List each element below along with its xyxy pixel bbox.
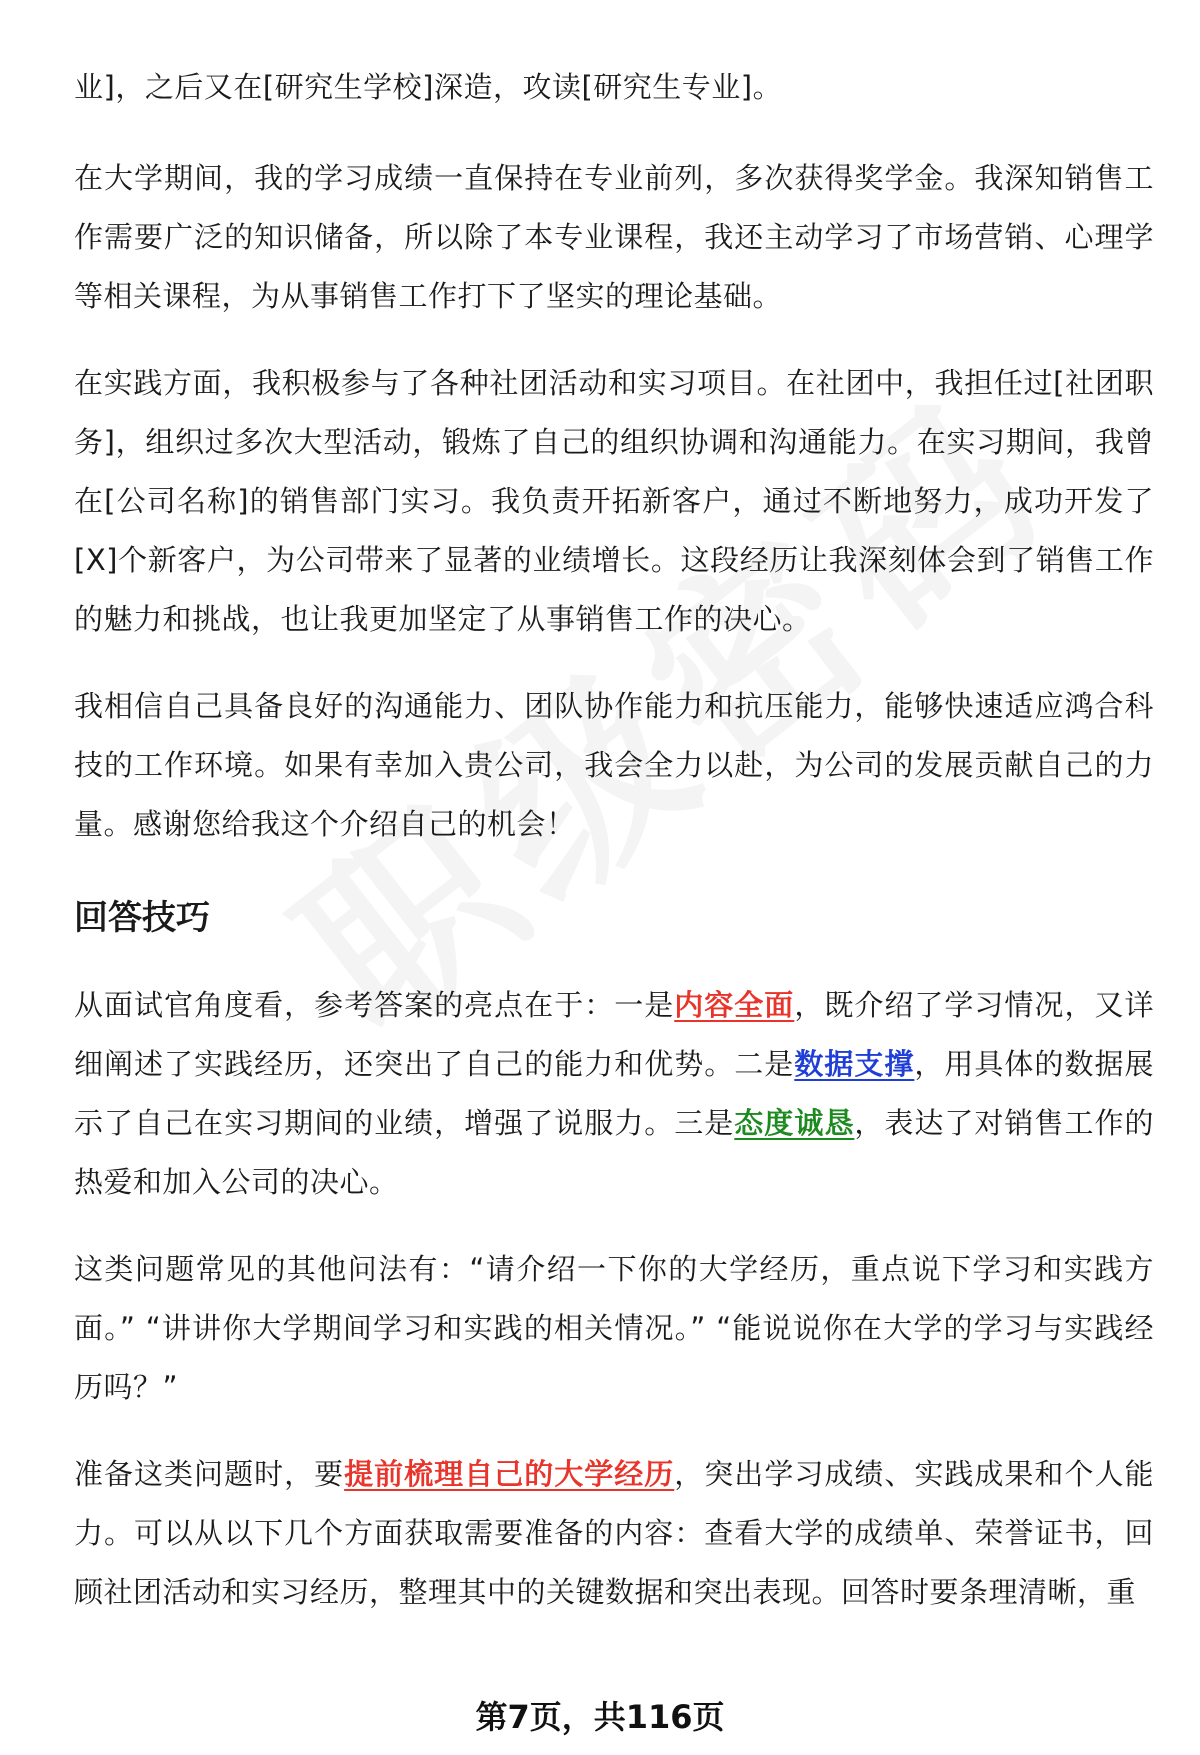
paragraph-5 [74, 976, 1154, 1212]
text-run: 从面试官角度看，参考答案的亮点在于：一是 [74, 988, 675, 1022]
highlight-review-experience: 提前梳理自己的大学经历 [344, 1457, 675, 1491]
highlight-content-complete: 内容全面 [674, 988, 795, 1022]
paragraph-4: 我相信自己具备良好的沟通能力、团队协作能力和抗压能力，能够快速适应鸿合科技的工作环境。如果有幸加入贵公司，我会全力以赴，为公司的发展贡献自己的力量。感谢您给我这个介绍自己的机会！ [74, 689, 1154, 841]
paragraph-3: 在实践方面，我积极参与了各种社团活动和实习项目。在社团中，我担任过[社团职务]，组织过多次大型活动，锻炼了自己的组织协调和沟通能力。在实习期间，我曾在[公司名称]的销售部门实习。我负责开拓新客户，通过不断地努力，成功开发了[X]个新客户，为公司带来了显著的业绩增长。这段经历让我深刻体会到了销售工作的魅力和挑战，也让我更加坚定了从事销售工作的决心。 [74, 366, 1154, 636]
highlight-data-support: 数据支撑 [794, 1047, 915, 1081]
text-run: ，既介绍了学习情况，又详细阐述了实践经历，还突出了自己的能力和优势。二是 [74, 988, 1154, 1081]
text-run: ，用具体的数据展示了自己在实习期间的业绩，增强了说服力。三是 [74, 1047, 1154, 1140]
paragraph-2: 在大学期间，我的学习成绩一直保持在专业前列，多次获得奖学金。我深知销售工作需要广泛的知识储备，所以除了本专业课程，我还主动学习了市场营销、心理学等相关课程，为从事销售工作打下了坚实的理论基础。 [74, 161, 1154, 313]
document-body [74, 58, 1154, 1650]
paragraph-6: 这类问题常见的其他问法有：“请介绍一下你的大学经历，重点说下学习和实践方面。” “讲讲你大学期间学习和实践的相关情况。” “能说说你在大学的学习与实践经历吗？” [74, 1252, 1154, 1404]
text-run: 准备这类问题时，要 [74, 1457, 345, 1491]
paragraph-7 [74, 1445, 1154, 1622]
page-number: 第7页，共116页 [475, 1698, 725, 1736]
section-heading: 回答技巧 [74, 898, 210, 938]
text-run: ，表达了对销售工作的热爱和加入公司的决心。 [74, 1106, 1154, 1199]
text-run: ，突出学习成绩、实践成果和个人能力。可以从以下几个方面获取需要准备的内容：查看大学的成绩单、荣誉证书，回顾社团活动和实习经历，整理其中的关键数据和突出表现。回答时要条理清晰，重 [74, 1457, 1154, 1609]
highlight-sincere-attitude: 态度诚恳 [734, 1106, 855, 1140]
paragraph-1: 业]，之后又在[研究生学校]深造，攻读[研究生专业]。 [74, 70, 783, 104]
